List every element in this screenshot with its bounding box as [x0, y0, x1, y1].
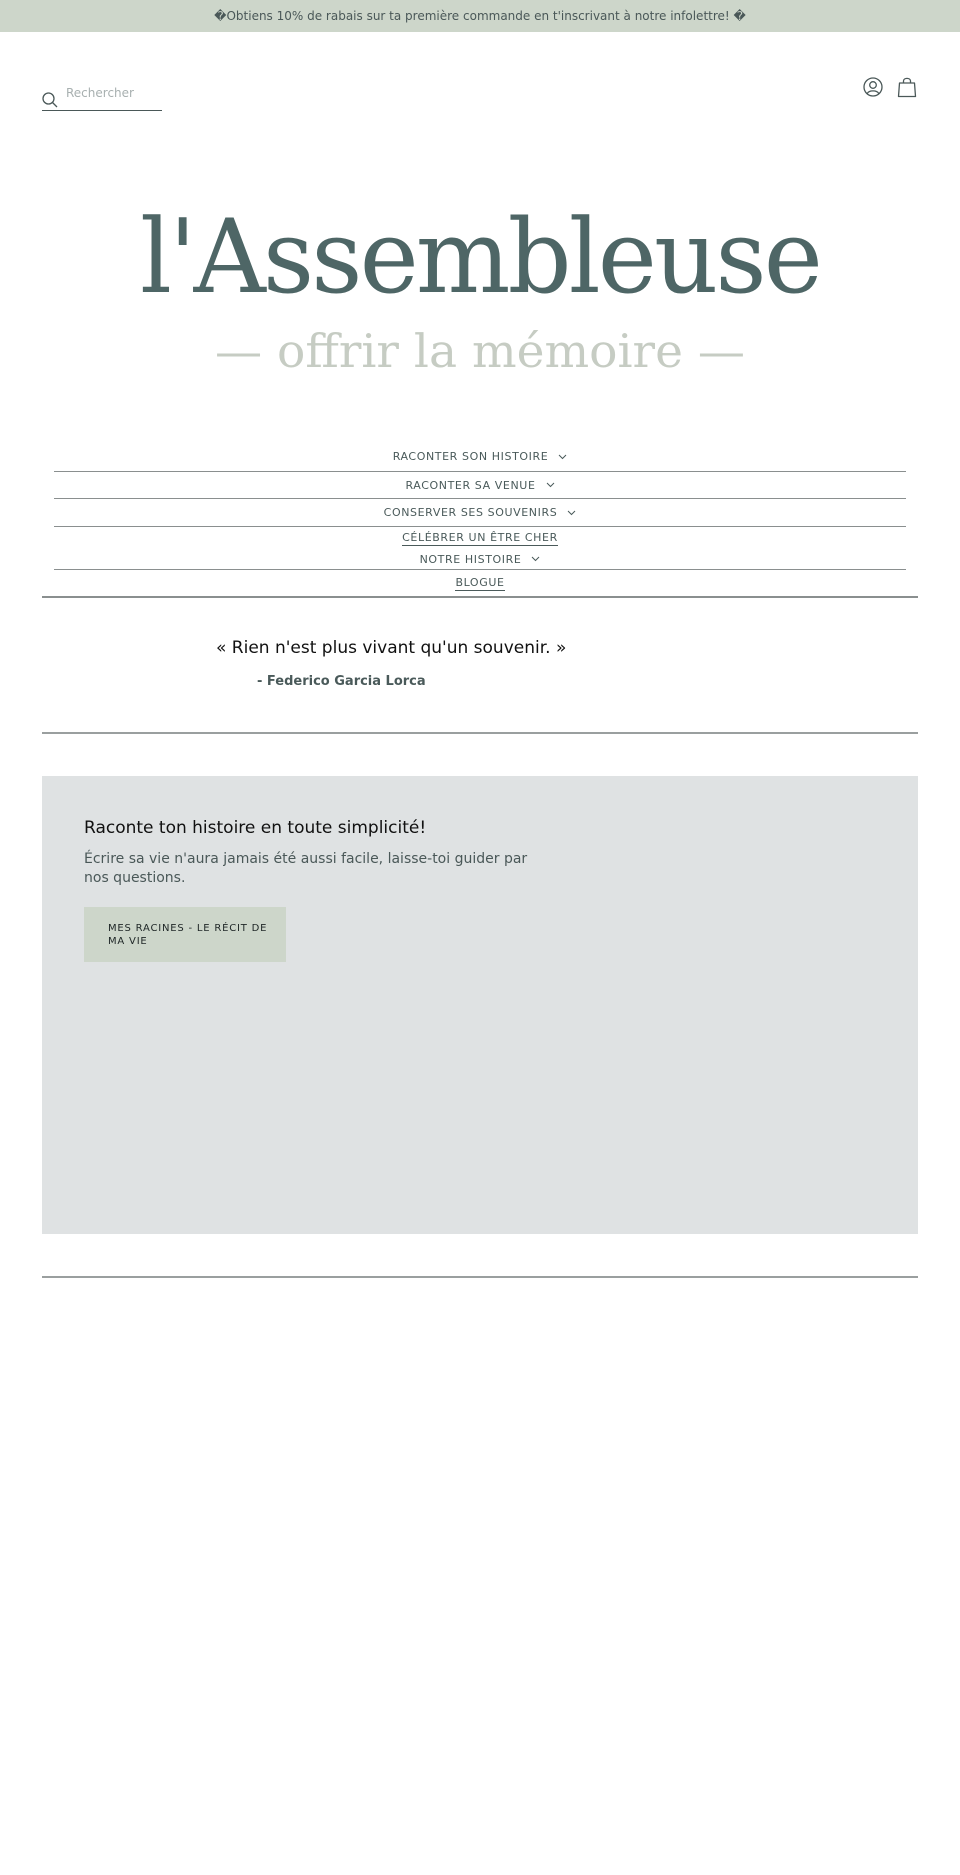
quote-section: [42, 598, 918, 734]
nav-item-conserver-ses-souvenirs[interactable]: [54, 499, 906, 527]
mes-racines-button[interactable]: MES RACINES - LE RÉCIT DE MA VIE: [84, 907, 286, 962]
section-divider: [42, 1276, 918, 1278]
nav-label: RACONTER SON HISTOIRE: [392, 450, 549, 463]
chevron-down-icon: [531, 556, 540, 562]
search-icon[interactable]: [42, 92, 58, 108]
chevron-down-icon: [558, 454, 567, 460]
promo-text: Écrire sa vie n'aura jamais été aussi facile, laisse-toi guider par nos questions.: [84, 851, 528, 886]
nav-label: BLOGUE: [455, 575, 505, 589]
logo-name: l'Assembleuse: [140, 198, 820, 317]
quote-author: - Federico Garcia Lorca: [257, 674, 426, 689]
account-icon[interactable]: [863, 77, 883, 97]
promo-banner: [42, 776, 918, 1234]
chevron-down-icon: [546, 482, 555, 488]
quote-text: « Rien n'est plus vivant qu'un souvenir. »: [216, 638, 567, 658]
announcement-bar: [0, 0, 960, 32]
main-nav: [42, 442, 918, 598]
logo-image: [120, 182, 840, 382]
promo-title: Raconte ton histoire en toute simplicité!: [84, 818, 427, 838]
cart-icon[interactable]: [897, 76, 917, 98]
nav-item-blogue[interactable]: [42, 570, 918, 598]
site-header: [0, 32, 960, 152]
site-logo[interactable]: [0, 152, 960, 442]
announcement-text[interactable]: �Obtiens 10% de rabais sur ta première commande en t'inscrivant à notre infolettre! �: [214, 9, 746, 23]
nav-item-raconter-son-histoire[interactable]: [54, 442, 906, 472]
nav-item-raconter-sa-venue[interactable]: [54, 472, 906, 499]
nav-label: CÉLÉBRER UN ÊTRE CHER: [402, 530, 558, 544]
nav-label: NOTRE HISTOIRE: [419, 552, 522, 566]
nav-label: CONSERVER SES SOUVENIRS: [383, 506, 558, 519]
nav-item-celebrer-un-etre-cher[interactable]: [54, 527, 906, 549]
nav-item-notre-histoire[interactable]: [54, 549, 906, 570]
search-input[interactable]: [66, 82, 160, 104]
nav-label: RACONTER SA VENUE: [405, 478, 536, 492]
logo-tagline: — offrir la mémoire —: [215, 324, 745, 378]
search-form: [42, 82, 162, 111]
chevron-down-icon: [567, 510, 576, 516]
